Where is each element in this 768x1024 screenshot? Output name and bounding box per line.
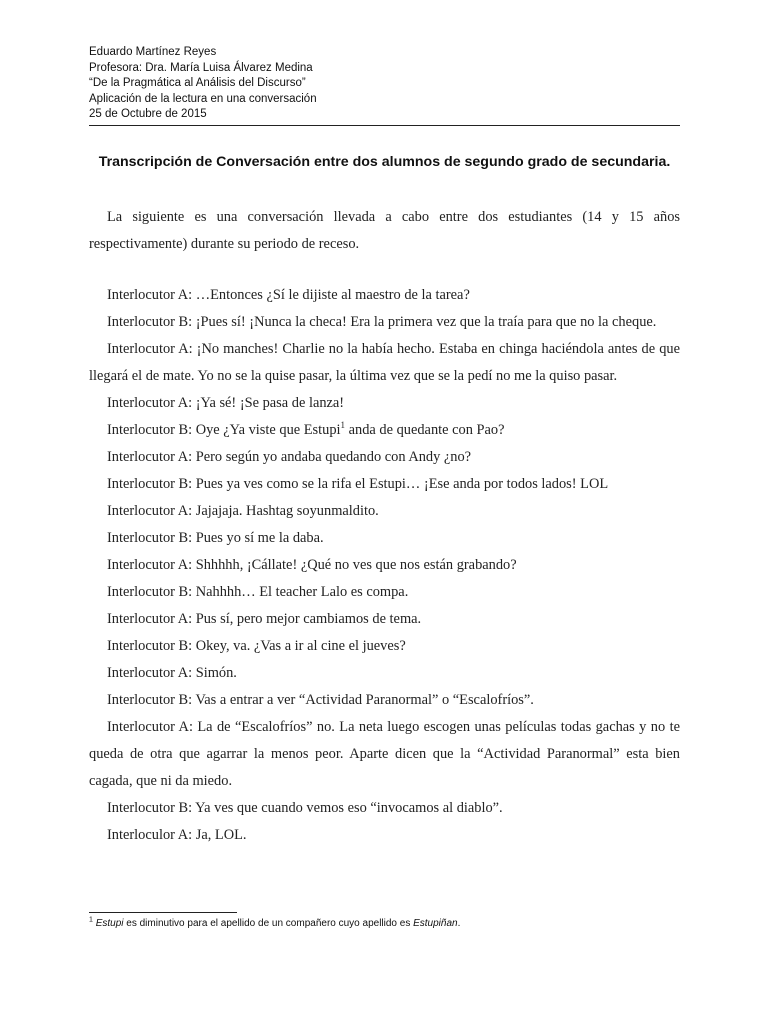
dialogue-line: Interlocutor A: La de “Escalofríos” no. La neta luego escogen unas películas todas gachas y no te queda de otra que agarrar la menos peor. Aparte dicen que la “Actividad Paranormal” esta bien cagada, que ni da miedo. bbox=[89, 719, 680, 789]
footnote-marker: 1 bbox=[89, 916, 93, 924]
dialogue-line: Interlocutor B: Nahhhh… El teacher Lalo es compa. bbox=[107, 584, 409, 600]
document-title: Transcripción de Conversación entre dos alumnos de segundo grado de secundaria. bbox=[98, 154, 671, 170]
course-name: “De la Pragmática al Análisis del Discurso” bbox=[89, 77, 306, 89]
dialogue-line: Interlocutor B: Vas a entrar a ver “Actividad Paranormal” o “Escalofríos”. bbox=[107, 692, 534, 708]
dialogue-line: Interlocutor A: …Entonces ¿Sí le dijiste al maestro de la tarea? bbox=[107, 287, 470, 303]
dialogue-line: Interlocutor A: Pero según yo andaba quedando con Andy ¿no? bbox=[107, 449, 472, 465]
dialogue-line: Interlocutor A: Shhhhh, ¡Cállate! ¿Qué no ves que nos están grabando? bbox=[107, 557, 517, 573]
intro-paragraph: La siguiente es una conversación llevada a cabo entre dos estudiantes (14 y 15 años respectivamente) durante su periodo de receso. bbox=[89, 209, 680, 252]
assignment-name: Aplicación de la lectura en una conversación bbox=[89, 92, 317, 105]
footnote-term: Estupi bbox=[95, 918, 124, 929]
footnote-reference[interactable]: 1 bbox=[340, 420, 346, 431]
dialogue-line: Interlocutor B: Pues ya ves como se la rifa el Estupi… ¡Ese anda por todos lados! LOL bbox=[107, 476, 609, 492]
footnote bbox=[89, 917, 680, 931]
dialogue-line: Interlocutor B: Pues yo sí me la daba. bbox=[107, 530, 324, 546]
author-name: Eduardo Martínez Reyes bbox=[89, 46, 217, 58]
dialogue-line: Interlocutor B: ¡Pues sí! ¡Nunca la checa! Era la primera vez que la traía para que no la cheque. bbox=[107, 314, 657, 330]
dialogue-line: Interlocutor A: ¡Ya sé! ¡Se pasa de lanza! bbox=[107, 395, 345, 411]
footnote-text: es diminutivo para el apellido de un compañero cuyo apellido es bbox=[123, 918, 414, 929]
dialogue-line: Interlocutor A: ¡No manches! Charlie no la había hecho. Estaba en chinga haciéndola antes de que llegará el de mate. Yo no se la quise pasar, la última vez que se la pedí no me la quiso pasar. bbox=[89, 341, 680, 384]
dialogue-line-with-footnote bbox=[89, 417, 680, 444]
document-date: 25 de Octubre de 2015 bbox=[89, 108, 207, 120]
dialogue-line: Interlocutor A: Pus sí, pero mejor cambiamos de tema. bbox=[107, 611, 422, 627]
dialogue-line: Interlocutor A: Simón. bbox=[107, 665, 237, 681]
conversation-transcript bbox=[89, 282, 680, 849]
dialogue-line: Interlocutor A: Jajajaja. Hashtag soyunmaldito. bbox=[107, 503, 379, 519]
footnote-separator bbox=[89, 912, 237, 913]
footnote-surname: Estupiñan bbox=[413, 918, 458, 929]
dialogue-line: Interlocutor B: Ya ves que cuando vemos eso “invocamos al diablo”. bbox=[107, 800, 503, 816]
professor-name: Profesora: Dra. María Luisa Álvarez Medina bbox=[89, 61, 313, 74]
dialogue-text: anda de quedante con Pao? bbox=[345, 422, 505, 438]
dialogue-text: Interlocutor B: Oye ¿Ya viste que Estupi bbox=[107, 422, 341, 438]
dialogue-line: Interlocutor B: Okey, va. ¿Vas a ir al cine el jueves? bbox=[107, 638, 406, 654]
footnote-end: . bbox=[457, 918, 461, 929]
document-header bbox=[89, 45, 679, 123]
header-divider bbox=[89, 125, 680, 126]
dialogue-line: Interloculor A: Ja, LOL. bbox=[107, 827, 247, 843]
